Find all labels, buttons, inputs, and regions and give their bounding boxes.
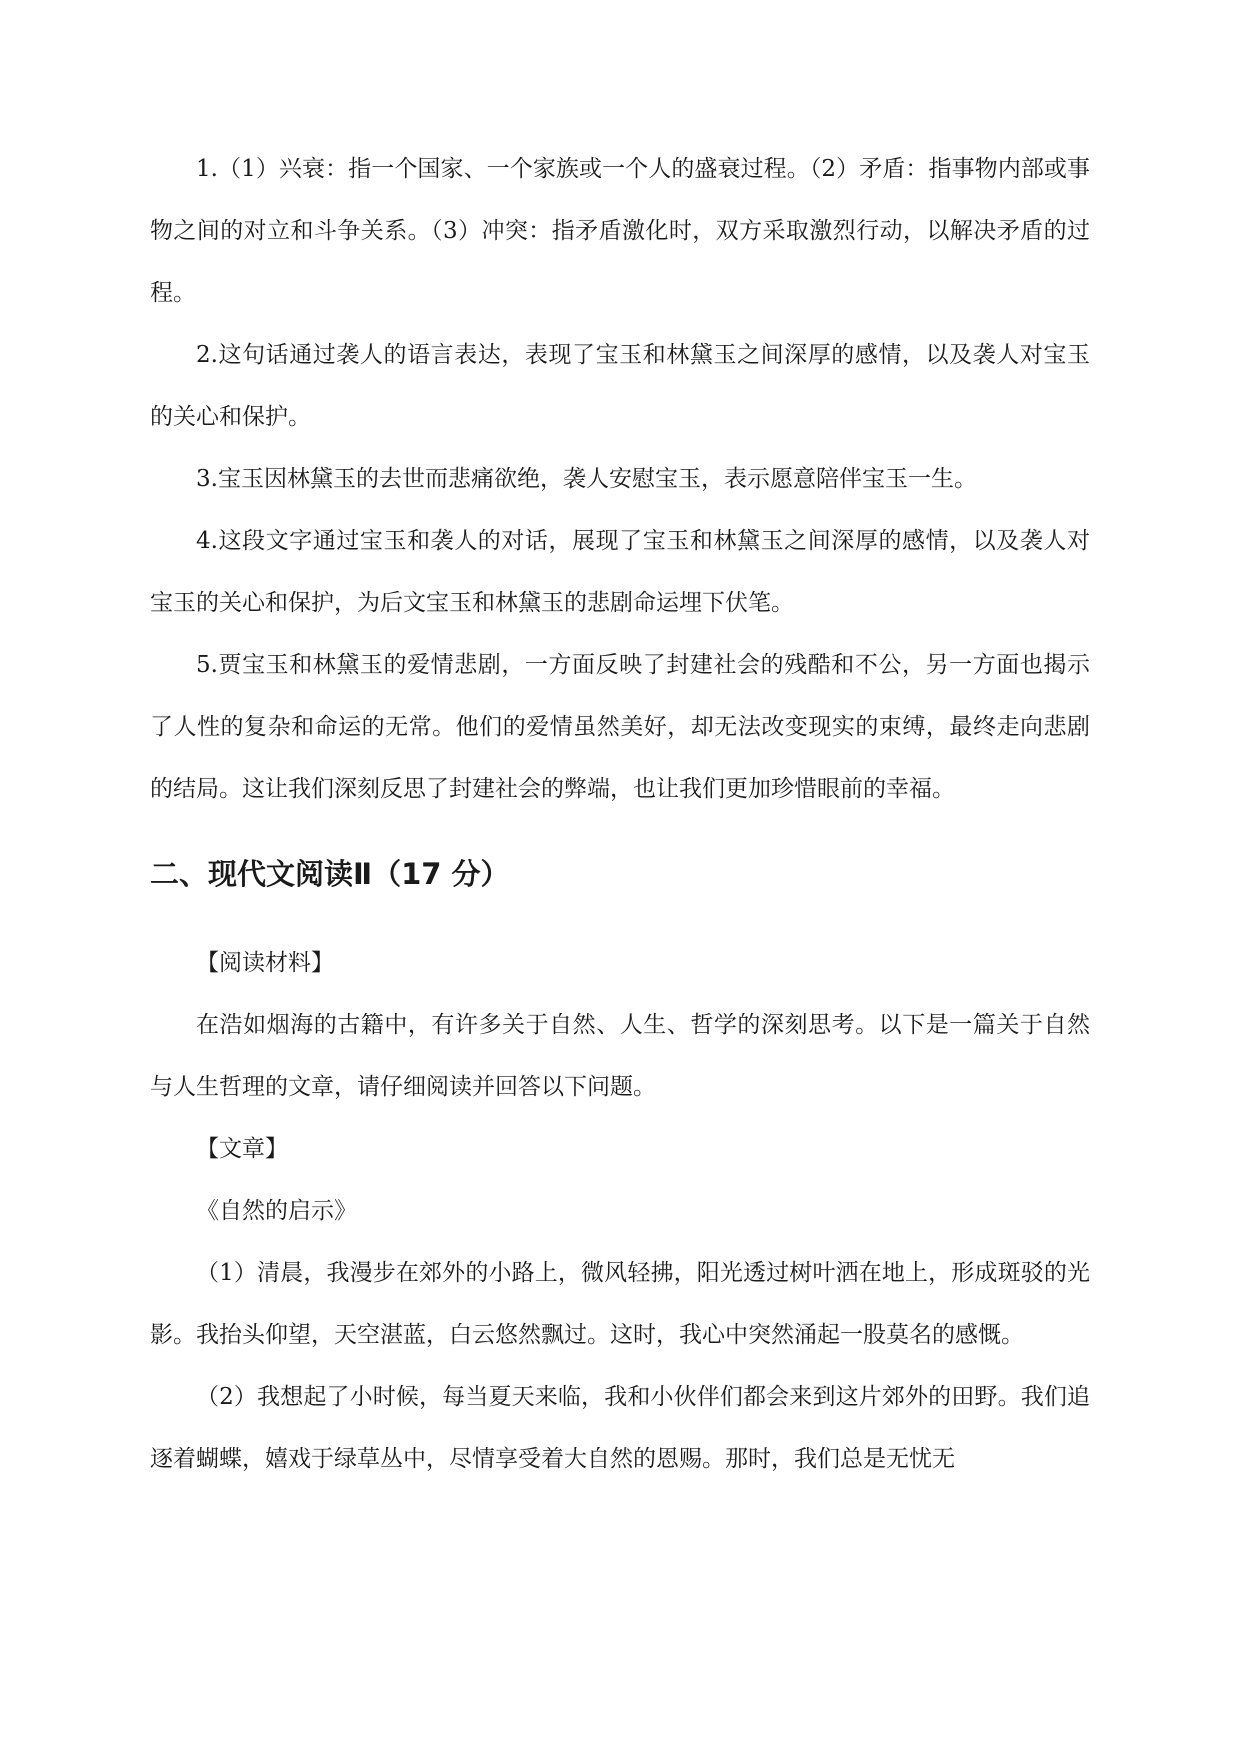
article-title: 《自然的启示》	[196, 1198, 357, 1224]
article-paragraph-1: （1）清晨，我漫步在郊外的小路上，微风轻拂，阳光透过树叶洒在地上，形成斑驳的光影。我抬头仰望，天空湛蓝，白云悠然飘过。这时，我心中突然涌起一股莫名的感慨。	[150, 1260, 1090, 1348]
article-paragraph-2: （2）我想起了小时候，每当夏天来临，我和小伙伴们都会来到这片郊外的田野。我们追逐着蝴蝶，嬉戏于绿草丛中，尽情享受着大自然的恩赐。那时，我们总是无忧无	[150, 1384, 1090, 1472]
document-page	[150, 138, 1090, 1490]
answer-2: 2.这句话通过袭人的语言表达，表现了宝玉和林黛玉之间深厚的感情，以及袭人对宝玉的关心和保护。	[150, 342, 1090, 430]
answer-5: 5.贾宝玉和林黛玉的爱情悲剧，一方面反映了封建社会的残酷和不公，另一方面也揭示了人性的复杂和命运的无常。他们的爱情虽然美好，却无法改变现实的束缚，最终走向悲剧的结局。这让我们深刻反思了封建社会的弊端，也让我们更加珍惜眼前的幸福。	[150, 652, 1090, 802]
answer-4: 4.这段文字通过宝玉和袭人的对话，展现了宝玉和林黛玉之间深厚的感情，以及袭人对宝玉的关心和保护，为后文宝玉和林黛玉的悲剧命运埋下伏笔。	[150, 528, 1090, 616]
section-heading: 二、现代文阅读Ⅱ（17 分）	[150, 857, 510, 891]
answer-3: 3.宝玉因林黛玉的去世而悲痛欲绝，袭人安慰宝玉，表示愿意陪伴宝玉一生。	[196, 466, 977, 492]
answer-1: 1.（1）兴衰：指一个国家、一个家族或一个人的盛衰过程。（2）矛盾：指事物内部或事物之间的对立和斗争关系。（3）冲突：指矛盾激化时，双方采取激烈行动，以解决矛盾的过程。	[150, 156, 1090, 306]
material-label: 【阅读材料】	[196, 950, 334, 976]
article-label: 【文章】	[196, 1136, 288, 1162]
intro-paragraph: 在浩如烟海的古籍中，有许多关于自然、人生、哲学的深刻思考。以下是一篇关于自然与人生哲理的文章，请仔细阅读并回答以下问题。	[150, 1012, 1090, 1100]
